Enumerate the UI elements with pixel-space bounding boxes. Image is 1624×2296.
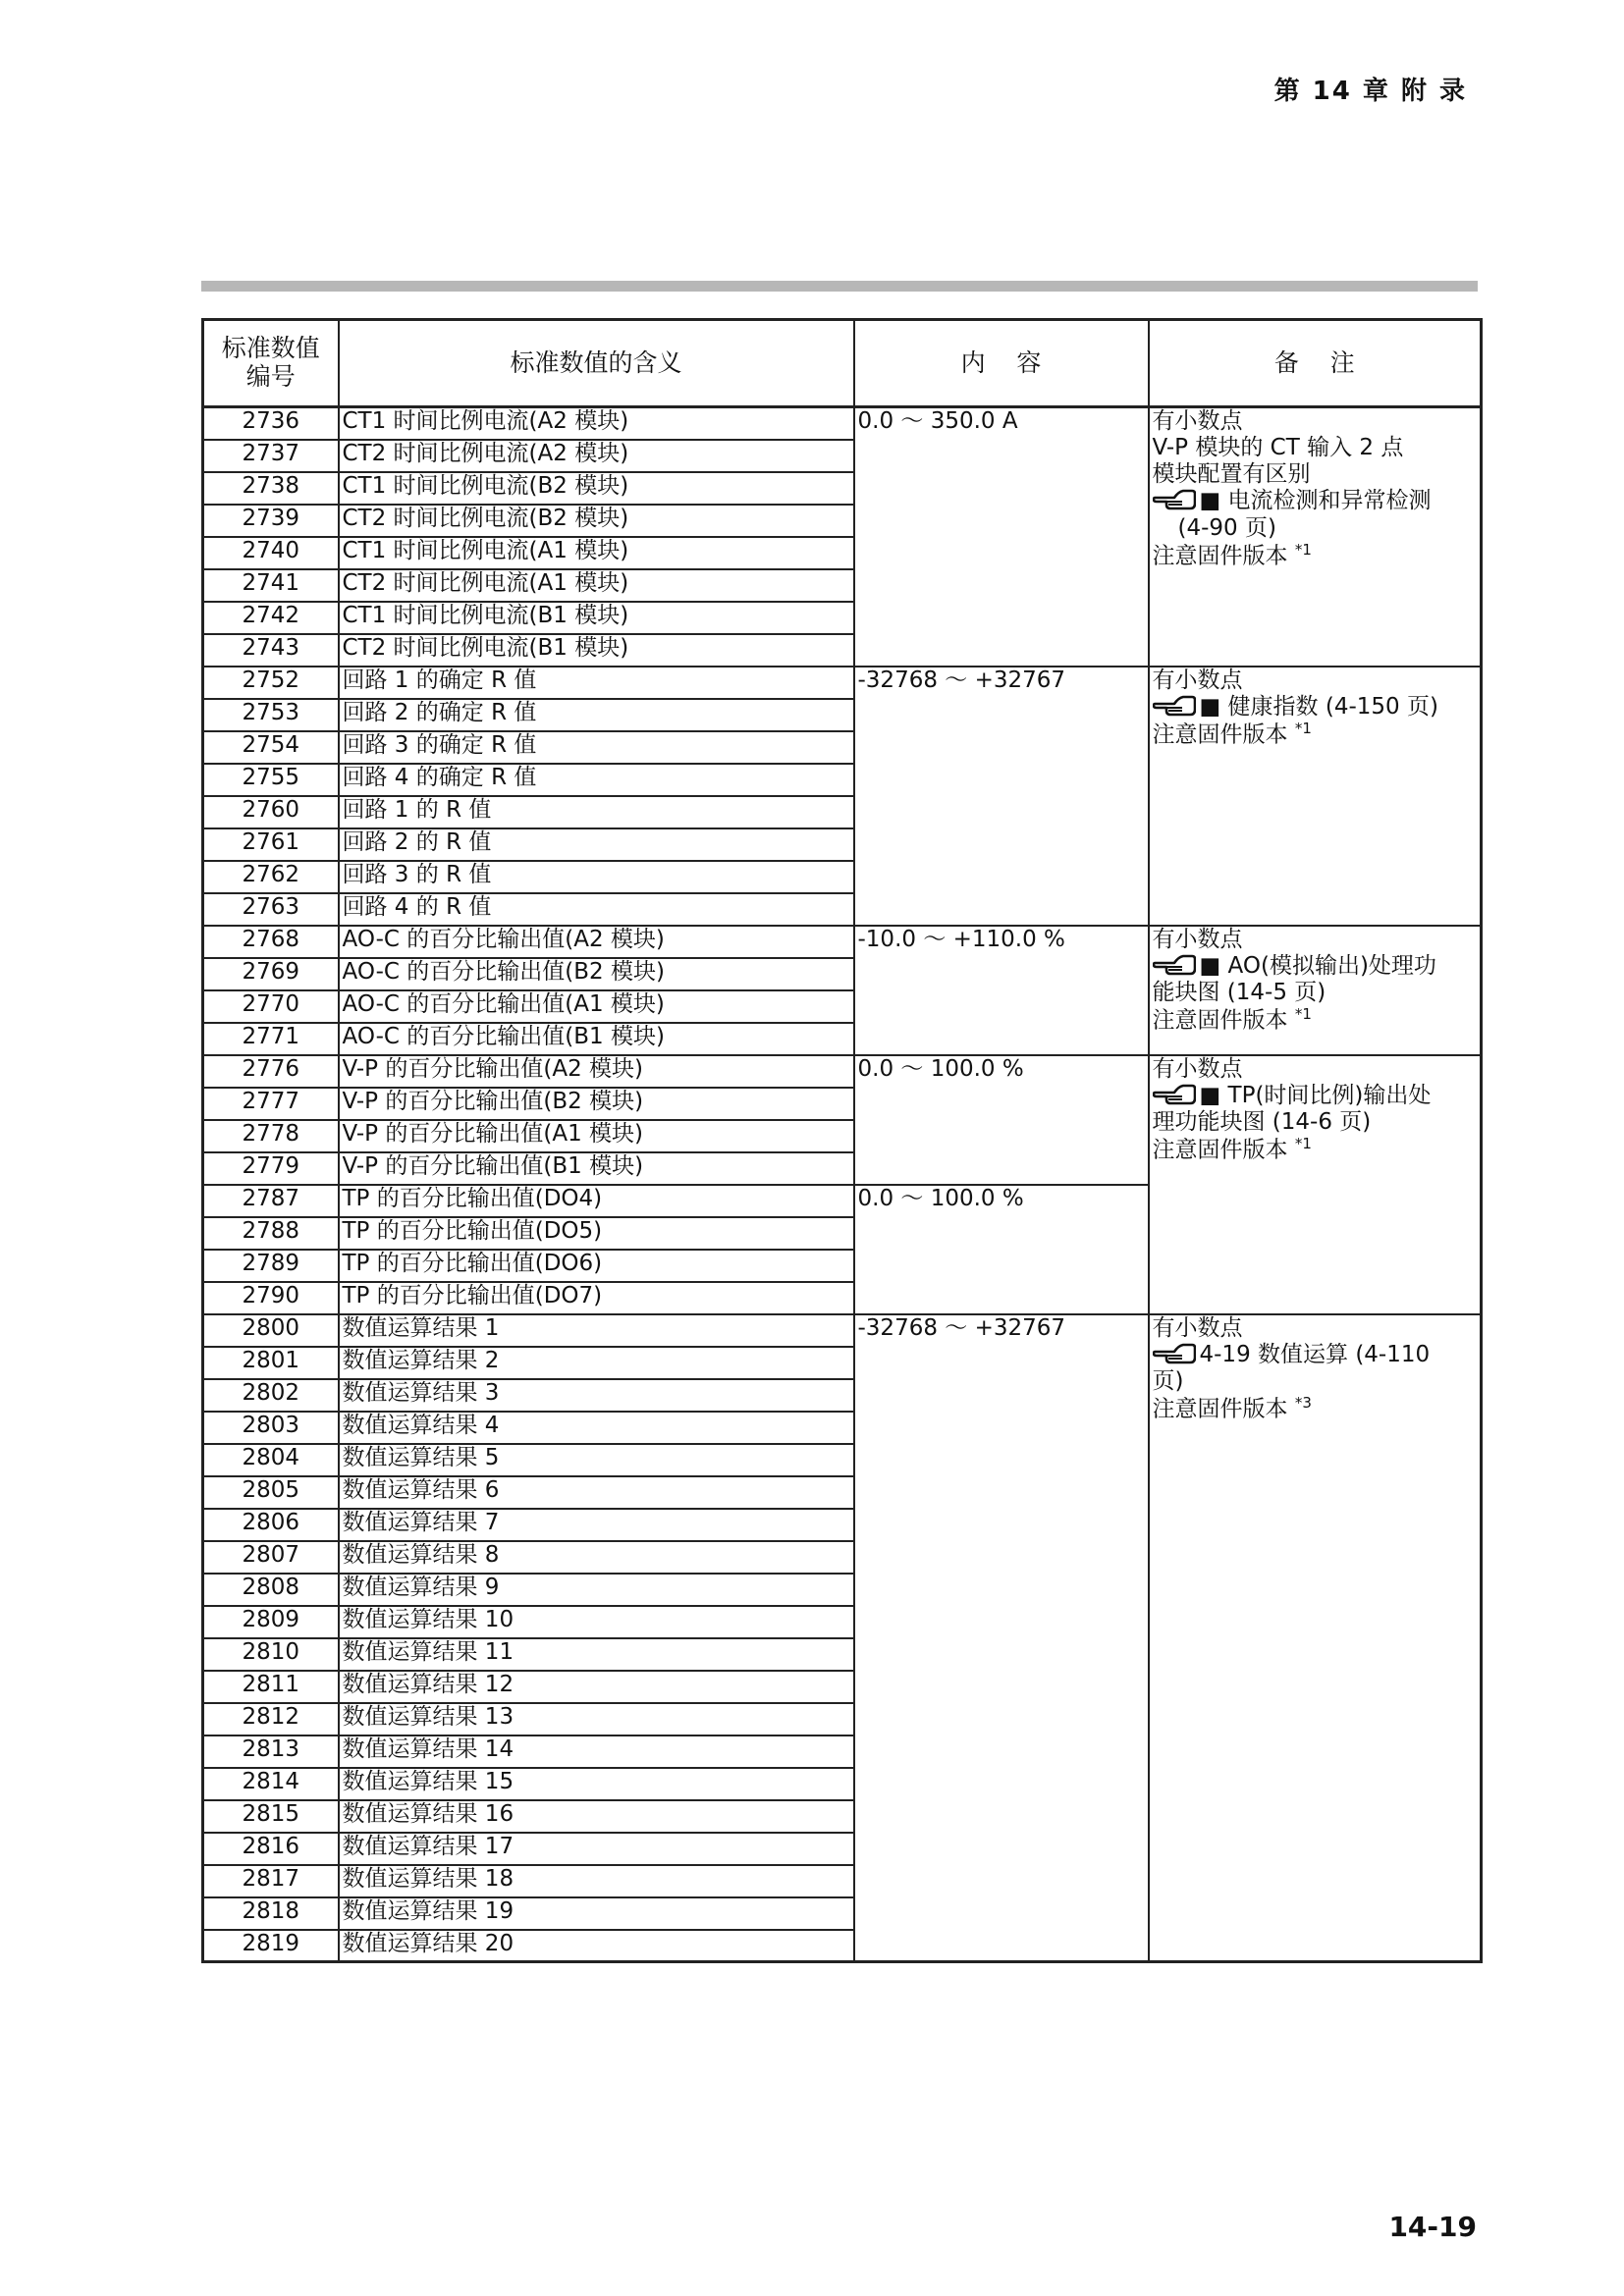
row-number: 2763 — [203, 893, 339, 926]
remark-line — [1153, 542, 1478, 570]
row-meaning: TP 的百分比输出值(DO6) — [339, 1250, 854, 1282]
row-number: 2770 — [203, 990, 339, 1023]
row-meaning: 数值运算结果 15 — [339, 1768, 854, 1800]
row-meaning: TP 的百分比输出值(DO7) — [339, 1282, 854, 1314]
row-meaning: 回路 1 的 R 值 — [339, 796, 854, 828]
remark-text: 有小数点 — [1152, 1314, 1243, 1341]
row-meaning: 回路 3 的确定 R 值 — [339, 731, 854, 764]
range-cell: -32768 ～ +32767 — [854, 667, 1149, 926]
row-number: 2807 — [203, 1541, 339, 1574]
remark-text: ■ TP(时间比例)输出处 — [1199, 1082, 1432, 1108]
row-meaning: 数值运算结果 8 — [339, 1541, 854, 1574]
remark-text: 模块配置有区别 — [1152, 461, 1311, 488]
row-meaning: 数值运算结果 12 — [339, 1671, 854, 1703]
row-number: 2819 — [203, 1930, 339, 1962]
row-number: 2771 — [203, 1023, 339, 1055]
row-number: 2788 — [203, 1217, 339, 1250]
remarks-cell — [1149, 926, 1482, 1055]
pointing-hand-icon — [1153, 489, 1196, 510]
row-meaning: 数值运算结果 5 — [339, 1444, 854, 1476]
remark-line — [1153, 1368, 1478, 1395]
pointing-hand-icon — [1153, 695, 1196, 717]
remark-line — [1153, 515, 1478, 542]
remark-text: ■ 电流检测和异常检测 — [1199, 488, 1432, 514]
row-number: 2753 — [203, 699, 339, 731]
remarks-cell — [1149, 1055, 1482, 1314]
remark-line — [1153, 1056, 1478, 1083]
pointing-hand-icon — [1153, 954, 1196, 976]
row-number: 2814 — [203, 1768, 339, 1800]
range-cell: -32768 ～ +32767 — [854, 1314, 1149, 1962]
row-number: 2741 — [203, 569, 339, 602]
table-row — [203, 1055, 1482, 1088]
row-meaning: CT2 时间比例电流(B2 模块) — [339, 505, 854, 537]
row-meaning: 数值运算结果 20 — [339, 1930, 854, 1962]
row-meaning: 数值运算结果 16 — [339, 1800, 854, 1833]
row-meaning: CT1 时间比例电流(B1 模块) — [339, 602, 854, 634]
remark-text: (4-90 页) — [1177, 514, 1276, 541]
row-meaning: V-P 的百分比输出值(B1 模块) — [339, 1152, 854, 1185]
remark-line — [1153, 953, 1478, 980]
remark-line — [1153, 1315, 1478, 1342]
header-number: 标准数值 编号 — [203, 320, 339, 407]
row-number: 2806 — [203, 1509, 339, 1541]
row-meaning: V-P 的百分比输出值(A1 模块) — [339, 1120, 854, 1152]
row-number: 2760 — [203, 796, 339, 828]
row-number: 2769 — [203, 958, 339, 990]
row-number: 2779 — [203, 1152, 339, 1185]
row-number: 2743 — [203, 634, 339, 667]
remark-line — [1153, 980, 1478, 1006]
remark-line — [1153, 667, 1478, 694]
row-meaning: 回路 2 的 R 值 — [339, 828, 854, 861]
row-meaning: CT2 时间比例电流(A1 模块) — [339, 569, 854, 602]
remark-line — [1153, 435, 1478, 461]
row-number: 2802 — [203, 1379, 339, 1412]
header-remarks: 备 注 — [1149, 320, 1482, 407]
row-meaning: 数值运算结果 4 — [339, 1412, 854, 1444]
row-number: 2755 — [203, 764, 339, 796]
row-number: 2816 — [203, 1833, 339, 1865]
row-number: 2762 — [203, 861, 339, 893]
row-meaning: V-P 的百分比输出值(B2 模块) — [339, 1088, 854, 1120]
remark-text: 页) — [1152, 1367, 1184, 1394]
table-header-row — [203, 320, 1482, 407]
remark-line — [1153, 1109, 1478, 1136]
remark-text: 注意固件版本 — [1152, 1007, 1295, 1034]
footnote-mark: *1 — [1294, 719, 1312, 737]
row-meaning: TP 的百分比输出值(DO5) — [339, 1217, 854, 1250]
remark-text: V-P 模块的 CT 输入 2 点 — [1152, 435, 1404, 461]
row-meaning: AO-C 的百分比输出值(B1 模块) — [339, 1023, 854, 1055]
row-number: 2740 — [203, 537, 339, 569]
page-number: 14-19 — [1388, 2211, 1477, 2243]
remarks-cell — [1149, 667, 1482, 926]
remark-line — [1153, 1006, 1478, 1035]
row-number: 2789 — [203, 1250, 339, 1282]
remark-text: 4-19 数值运算 (4-110 — [1199, 1341, 1431, 1367]
table-row — [203, 667, 1482, 699]
row-number: 2739 — [203, 505, 339, 537]
remark-line — [1153, 721, 1478, 749]
remark-text: 注意固件版本 — [1152, 721, 1295, 748]
row-meaning: 数值运算结果 17 — [339, 1833, 854, 1865]
row-meaning: CT1 时间比例电流(B2 模块) — [339, 472, 854, 505]
row-meaning: 数值运算结果 14 — [339, 1735, 854, 1768]
footnote-mark: *1 — [1294, 1134, 1312, 1152]
remark-text: 注意固件版本 — [1152, 543, 1295, 569]
row-meaning: AO-C 的百分比输出值(B2 模块) — [339, 958, 854, 990]
pointing-hand-icon — [1153, 1084, 1196, 1105]
remark-line — [1153, 488, 1478, 514]
row-meaning: 数值运算结果 18 — [339, 1865, 854, 1897]
row-number: 2738 — [203, 472, 339, 505]
range-cell: -10.0 ～ +110.0 % — [854, 926, 1149, 1055]
row-number: 2787 — [203, 1185, 339, 1217]
row-meaning: CT2 时间比例电流(B1 模块) — [339, 634, 854, 667]
row-meaning: 数值运算结果 6 — [339, 1476, 854, 1509]
row-meaning: TP 的百分比输出值(DO4) — [339, 1185, 854, 1217]
row-number: 2777 — [203, 1088, 339, 1120]
remark-line — [1153, 1342, 1478, 1368]
row-meaning: 数值运算结果 7 — [339, 1509, 854, 1541]
row-number: 2801 — [203, 1347, 339, 1379]
row-number: 2817 — [203, 1865, 339, 1897]
row-number: 2812 — [203, 1703, 339, 1735]
row-number: 2809 — [203, 1606, 339, 1638]
remarks-cell — [1149, 407, 1482, 667]
remark-text: ■ 健康指数 (4-150 页) — [1199, 693, 1438, 720]
row-number: 2803 — [203, 1412, 339, 1444]
table-row — [203, 1314, 1482, 1347]
remark-text: 有小数点 — [1152, 408, 1243, 434]
row-number: 2813 — [203, 1735, 339, 1768]
row-number: 2768 — [203, 926, 339, 958]
row-number: 2811 — [203, 1671, 339, 1703]
standard-value-table — [201, 318, 1483, 1963]
row-number: 2804 — [203, 1444, 339, 1476]
row-number: 2800 — [203, 1314, 339, 1347]
table-row — [203, 407, 1482, 440]
row-meaning: 数值运算结果 19 — [339, 1897, 854, 1930]
row-number: 2754 — [203, 731, 339, 764]
remark-line — [1153, 1395, 1478, 1423]
remark-line — [1153, 1136, 1478, 1164]
range-cell: 0.0 ～ 350.0 A — [854, 407, 1149, 667]
remark-text: 注意固件版本 — [1152, 1137, 1295, 1163]
row-meaning: 数值运算结果 1 — [339, 1314, 854, 1347]
row-number: 2752 — [203, 667, 339, 699]
remark-text: ■ AO(模拟输出)处理功 — [1199, 952, 1436, 979]
row-meaning: CT1 时间比例电流(A1 模块) — [339, 537, 854, 569]
remark-line — [1153, 461, 1478, 488]
remark-text: 理功能块图 (14-6 页) — [1152, 1108, 1372, 1135]
row-number: 2818 — [203, 1897, 339, 1930]
row-number: 2778 — [203, 1120, 339, 1152]
table-body — [203, 407, 1482, 1962]
row-meaning: 数值运算结果 2 — [339, 1347, 854, 1379]
row-number: 2790 — [203, 1282, 339, 1314]
remark-text: 能块图 (14-5 页) — [1152, 979, 1326, 1005]
footnote-mark: *3 — [1294, 1393, 1312, 1412]
table-row — [203, 926, 1482, 958]
range-cell: 0.0 ～ 100.0 % — [854, 1055, 1149, 1185]
remark-line — [1153, 927, 1478, 953]
remark-line — [1153, 1083, 1478, 1109]
row-meaning: 回路 4 的确定 R 值 — [339, 764, 854, 796]
chapter-header: 第 14 章 附 录 — [1273, 77, 1467, 106]
header-content: 内 容 — [854, 320, 1149, 407]
footnote-mark: *1 — [1294, 1004, 1312, 1023]
row-meaning: 数值运算结果 3 — [339, 1379, 854, 1412]
row-number: 2742 — [203, 602, 339, 634]
row-meaning: 数值运算结果 9 — [339, 1574, 854, 1606]
row-meaning: AO-C 的百分比输出值(A2 模块) — [339, 926, 854, 958]
row-number: 2810 — [203, 1638, 339, 1671]
remark-line — [1153, 694, 1478, 721]
row-number: 2808 — [203, 1574, 339, 1606]
remark-text: 有小数点 — [1152, 667, 1243, 693]
row-number: 2736 — [203, 407, 339, 440]
row-meaning: 回路 1 的确定 R 值 — [339, 667, 854, 699]
remark-text: 有小数点 — [1152, 926, 1243, 952]
row-meaning: CT2 时间比例电流(A2 模块) — [339, 440, 854, 472]
row-number: 2776 — [203, 1055, 339, 1088]
remarks-cell — [1149, 1314, 1482, 1962]
row-meaning: 回路 4 的 R 值 — [339, 893, 854, 926]
footnote-mark: *1 — [1294, 540, 1312, 559]
row-meaning: 数值运算结果 13 — [339, 1703, 854, 1735]
row-meaning: V-P 的百分比输出值(A2 模块) — [339, 1055, 854, 1088]
header-meaning: 标准数值的含义 — [339, 320, 854, 407]
row-number: 2805 — [203, 1476, 339, 1509]
row-meaning: AO-C 的百分比输出值(A1 模块) — [339, 990, 854, 1023]
remark-line — [1153, 408, 1478, 435]
remark-text: 有小数点 — [1152, 1055, 1243, 1082]
remark-text: 注意固件版本 — [1152, 1396, 1295, 1422]
row-number: 2737 — [203, 440, 339, 472]
section-rule — [201, 281, 1478, 292]
range-cell: 0.0 ～ 100.0 % — [854, 1185, 1149, 1314]
row-meaning: CT1 时间比例电流(A2 模块) — [339, 407, 854, 440]
row-meaning: 数值运算结果 11 — [339, 1638, 854, 1671]
row-number: 2815 — [203, 1800, 339, 1833]
pointing-hand-icon — [1153, 1343, 1196, 1364]
row-number: 2761 — [203, 828, 339, 861]
row-meaning: 回路 3 的 R 值 — [339, 861, 854, 893]
row-meaning: 回路 2 的确定 R 值 — [339, 699, 854, 731]
row-meaning: 数值运算结果 10 — [339, 1606, 854, 1638]
